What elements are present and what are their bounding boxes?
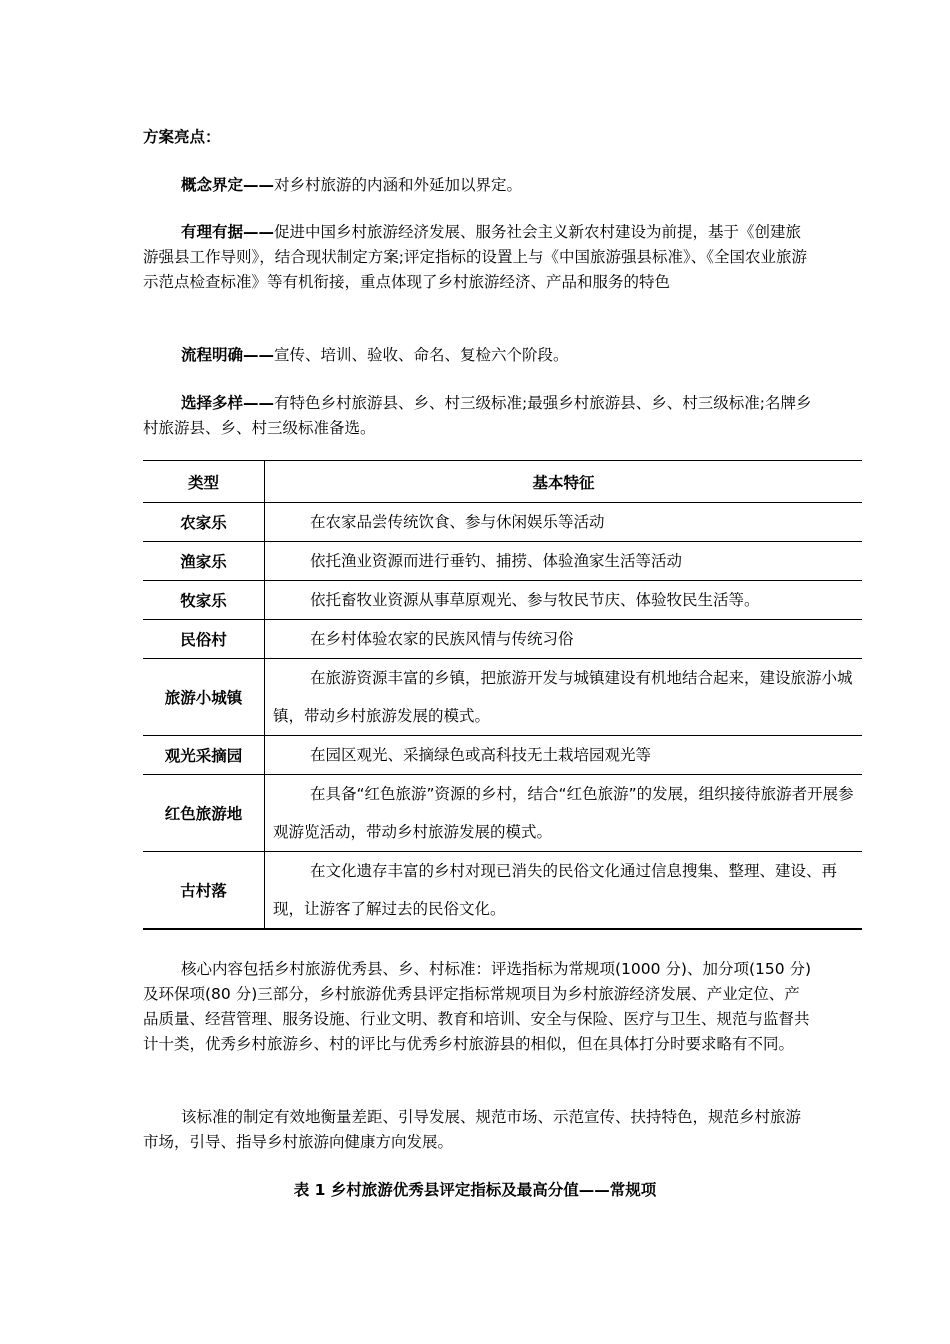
type-cell: 农家乐 [143,503,265,542]
highlight-basis [143,220,813,295]
feature-cell [265,775,863,852]
table-row [143,775,862,852]
table-caption: 表 1 乡村旅游优秀县评定指标及最高分值——常规项 [293,1181,657,1199]
feature-cell [265,659,863,736]
highlight-text: 宣传、培训、验收、命名、复检六个阶段。 [274,346,569,364]
highlight-text: 有特色乡村旅游县、乡、村三级标准;最强乡村旅游县、乡、村三级标准;名牌乡村旅游县、乡、村三级标准备选。 [143,394,812,437]
feature-cell [265,852,863,930]
highlight-term: 有理有据—— [181,223,275,241]
feature-text: 在农家品尝传统饮食、参与休闲娱乐等活动 [310,513,605,531]
feature-cell [265,503,863,542]
type-cell: 古村落 [143,852,265,930]
highlight-text: 对乡村旅游的内涵和外延加以界定。 [274,176,523,194]
highlight-process [143,343,813,368]
feature-cell [265,736,863,775]
standard-effect-paragraph: 该标准的制定有效地衡量差距、引导发展、规范市场、示范宣传、扶持特色，规范乡村旅游市场，引导、指导乡村旅游向健康方向发展。 [143,1108,802,1151]
table-row [143,503,862,542]
feature-text: 在具备“红色旅游”资源的乡村，结合“红色旅游”的发展，组织接待旅游者开展参观游览活动，带动乡村旅游发展的模式。 [273,785,854,841]
core-content-paragraph: 核心内容包括乡村旅游优秀县、乡、村标准：评选指标为常规项(1000 分)、加分项(150 分)及环保项(80 分)三部分，乡村旅游优秀县评定指标常规项目为乡村旅游经济发展、产业定位、产品质量、经营管理、服务设施、行业文明、教育和培训、安全与保险、医疗与卫生、规范与监督共计十类，优秀乡村旅游乡、村的评比与优秀乡村旅游县的相似，但在具体打分时要求略有不同。 [143,960,812,1053]
type-cell: 民俗村 [143,620,265,659]
type-cell: 牧家乐 [143,581,265,620]
feature-cell [265,581,863,620]
feature-text: 依托畜牧业资源从事草原观光、参与牧民节庆、体验牧民生活等。 [310,591,760,609]
table-header-row [143,461,862,503]
type-cell: 渔家乐 [143,542,265,581]
highlight-text: 促进中国乡村旅游经济发展、服务社会主义新农村建设为前提，基于《创建旅游强县工作导则》，结合现状制定方案;评定指标的设置上与《中国旅游强县标准》、《全国农业旅游示范点检查标准》等有机衔接，重点体现了乡村旅游经济、产品和服务的特色 [143,223,807,291]
feature-cell [265,620,863,659]
feature-text: 依托渔业资源而进行垂钓、捕捞、体验渔家生活等活动 [310,552,683,570]
header-type: 类型 [143,461,265,503]
highlight-concept [143,173,813,198]
highlight-options [143,391,813,441]
highlights-heading: 方案亮点： [143,128,221,146]
table-row [143,736,862,775]
table-row [143,659,862,736]
feature-text: 在旅游资源丰富的乡镇，把旅游开发与城镇建设有机地结合起来，建设旅游小城镇，带动乡村旅游发展的模式。 [273,669,853,725]
feature-text: 在文化遗存丰富的乡村对现已消失的民俗文化通过信息搜集、整理、建设、再现，让游客了解过去的民俗文化。 [273,862,838,918]
type-cell: 红色旅游地 [143,775,265,852]
table-row [143,542,862,581]
feature-text: 在园区观光、采摘绿色或高科技无土栽培园观光等 [310,746,652,764]
rural-tourism-types-table [143,460,862,930]
header-feature: 基本特征 [532,473,595,492]
table-row [143,620,862,659]
table-row [143,581,862,620]
feature-cell [265,542,863,581]
feature-text: 在乡村体验农家的民族风情与传统习俗 [310,630,574,648]
type-cell: 观光采摘园 [143,736,265,775]
highlight-term: 选择多样—— [181,394,275,412]
highlight-term: 流程明确—— [181,346,275,364]
type-cell: 旅游小城镇 [143,659,265,736]
table-row [143,852,862,930]
highlight-term: 概念界定—— [181,176,275,194]
